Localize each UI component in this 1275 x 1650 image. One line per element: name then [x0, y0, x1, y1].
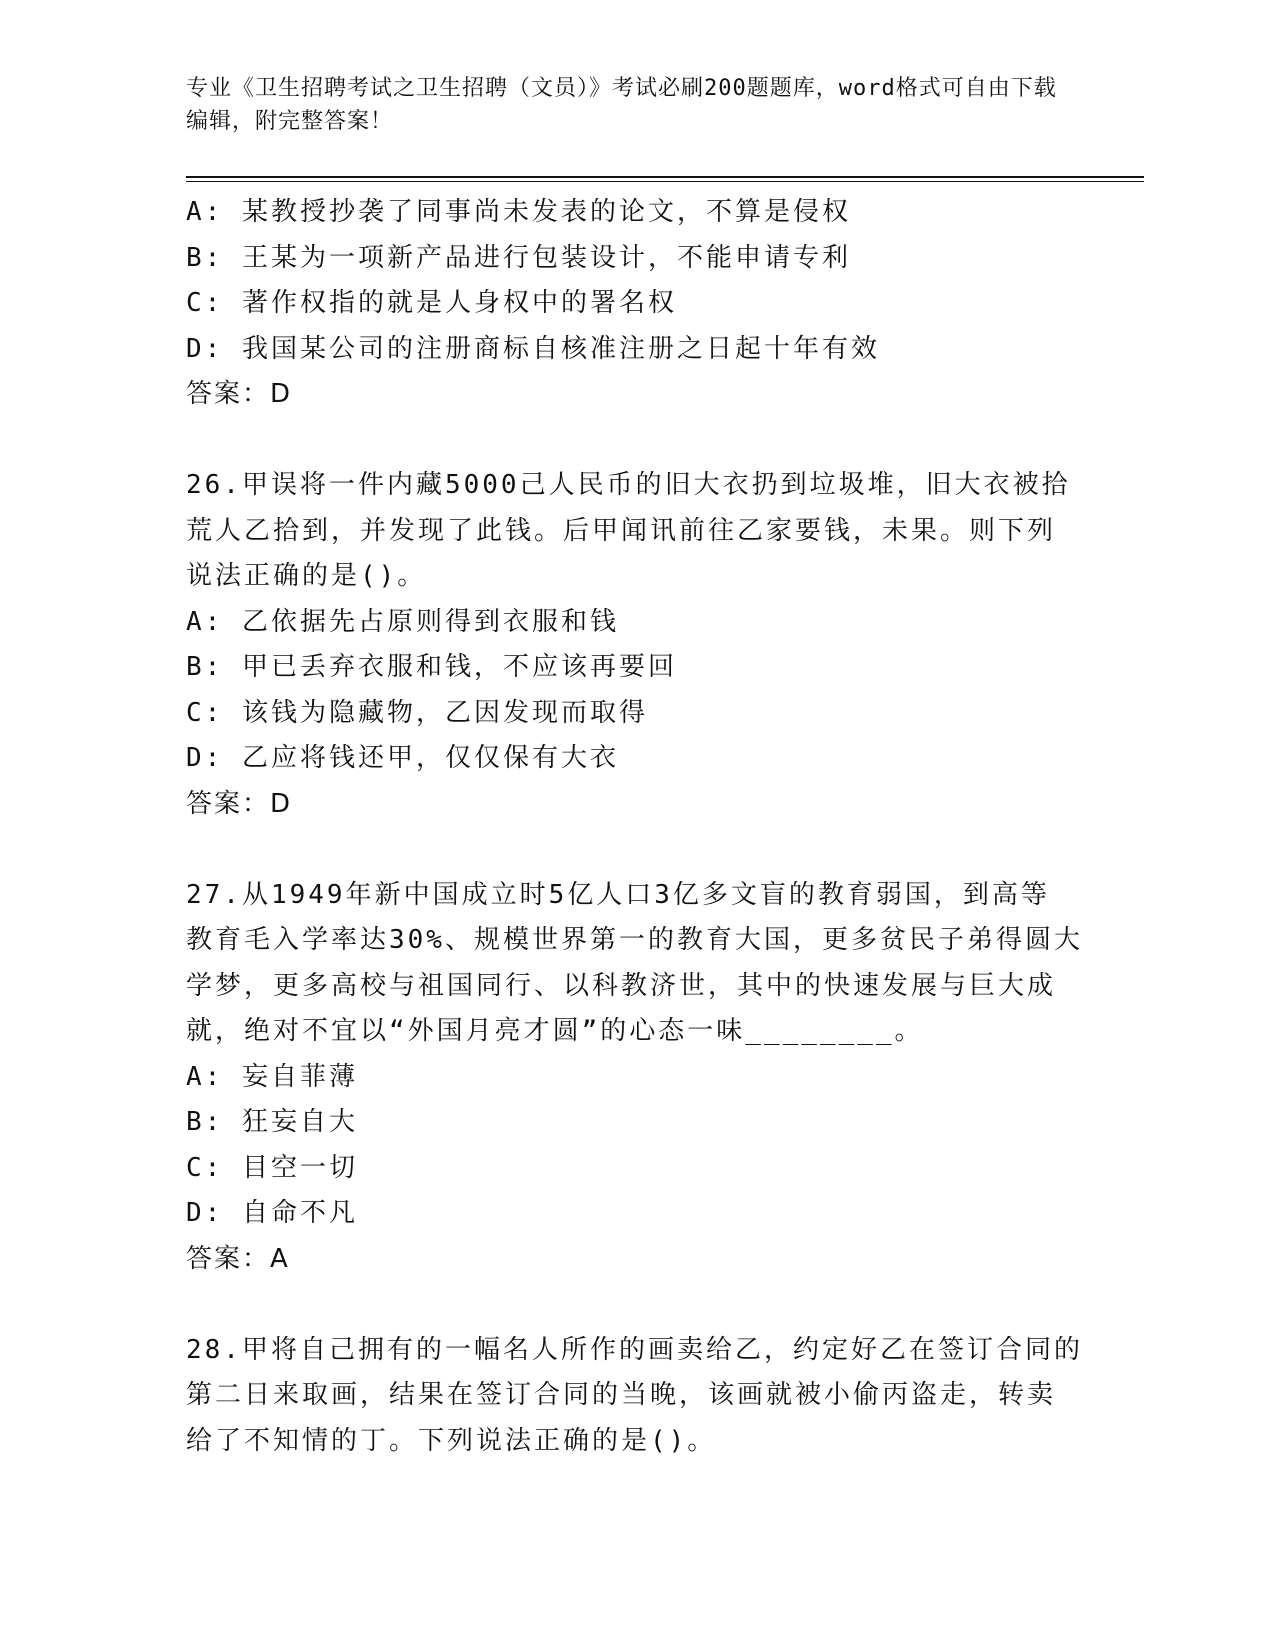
answer-label: 答案：D: [186, 788, 293, 819]
option-d: D: 自命不凡: [186, 1198, 358, 1228]
question-text-line: 学梦，更多高校与祖国同行、以科教济世，其中的快速发展与巨大成: [186, 970, 1057, 1001]
question-text-line: 28.甲将自己拥有的一幅名人所作的画卖给乙，约定好乙在签订合同的: [186, 1334, 1083, 1365]
answer-label: 答案：D: [186, 379, 293, 409]
option-c: C: 著作权指的就是人身权中的署名权: [186, 288, 677, 318]
option-a: A: 妄自菲薄: [186, 1061, 358, 1092]
question-text-line: 就，绝对不宜以“外国月亮才圆”的心态一味________。: [186, 1016, 924, 1046]
option-a: A: 乙依据先占原则得到衣服和钱: [186, 606, 619, 637]
answer-label: 答案：A: [186, 1243, 290, 1274]
question-spacer: [186, 827, 1086, 873]
header-divider-thick: [186, 176, 1144, 178]
option-c: C: 该钱为隐藏物，乙因发现而取得: [186, 697, 648, 728]
question-text-line: 27.从1949年新中国成立时5亿人口3亿多文盲的教育弱国，到高等: [186, 879, 1050, 910]
question-spacer: [186, 418, 1086, 464]
question-text-line: 说法正确的是()。: [186, 561, 427, 591]
question-spacer: [186, 1282, 1086, 1328]
option-d: D: 乙应将钱还甲，仅仅保有大衣: [186, 743, 619, 773]
option-b: B: 狂妄自大: [186, 1107, 358, 1137]
question-text-line: 给了不知情的丁。下列说法正确的是()。: [186, 1425, 717, 1456]
option-b: B: 王某为一项新产品进行包装设计，不能申请专利: [186, 242, 851, 273]
header-divider-thin: [186, 181, 1144, 182]
question-25: [186, 190, 1086, 418]
question-text-line: 第二日来取画，结果在签订合同的当晚，该画就被小偷丙盗走，转卖: [186, 1380, 1057, 1410]
option-a: A: 某教授抄袭了同事尚未发表的论文，不算是侵权: [186, 197, 851, 227]
question-text-line: 荒人乙拾到，并发现了此钱。后甲闻讯前往乙家要钱，未果。则下列: [186, 515, 1057, 546]
question-text-line: 教育毛入学率达30%、规模世界第一的教育大国，更多贫民子弟得圆大: [186, 925, 1083, 955]
question-list: [186, 190, 1086, 1464]
question-text-line: 26.甲误将一件内藏5000己人民币的旧大衣扔到垃圾堆，旧大衣被拾: [186, 470, 1071, 500]
option-c: C: 目空一切: [186, 1152, 358, 1183]
question-26: [186, 463, 1086, 827]
question-28: [186, 1328, 1086, 1465]
option-d: D: 我国某公司的注册商标自核准注册之日起十年有效: [186, 333, 880, 364]
option-b: B: 甲已丢弃衣服和钱，不应该再要回: [186, 652, 677, 682]
document-header: 专业《卫生招聘考试之卫生招聘（文员）》考试必刷200题题库，word格式可自由下载编辑，附完整答案！: [186, 76, 1057, 134]
question-27: [186, 873, 1086, 1283]
